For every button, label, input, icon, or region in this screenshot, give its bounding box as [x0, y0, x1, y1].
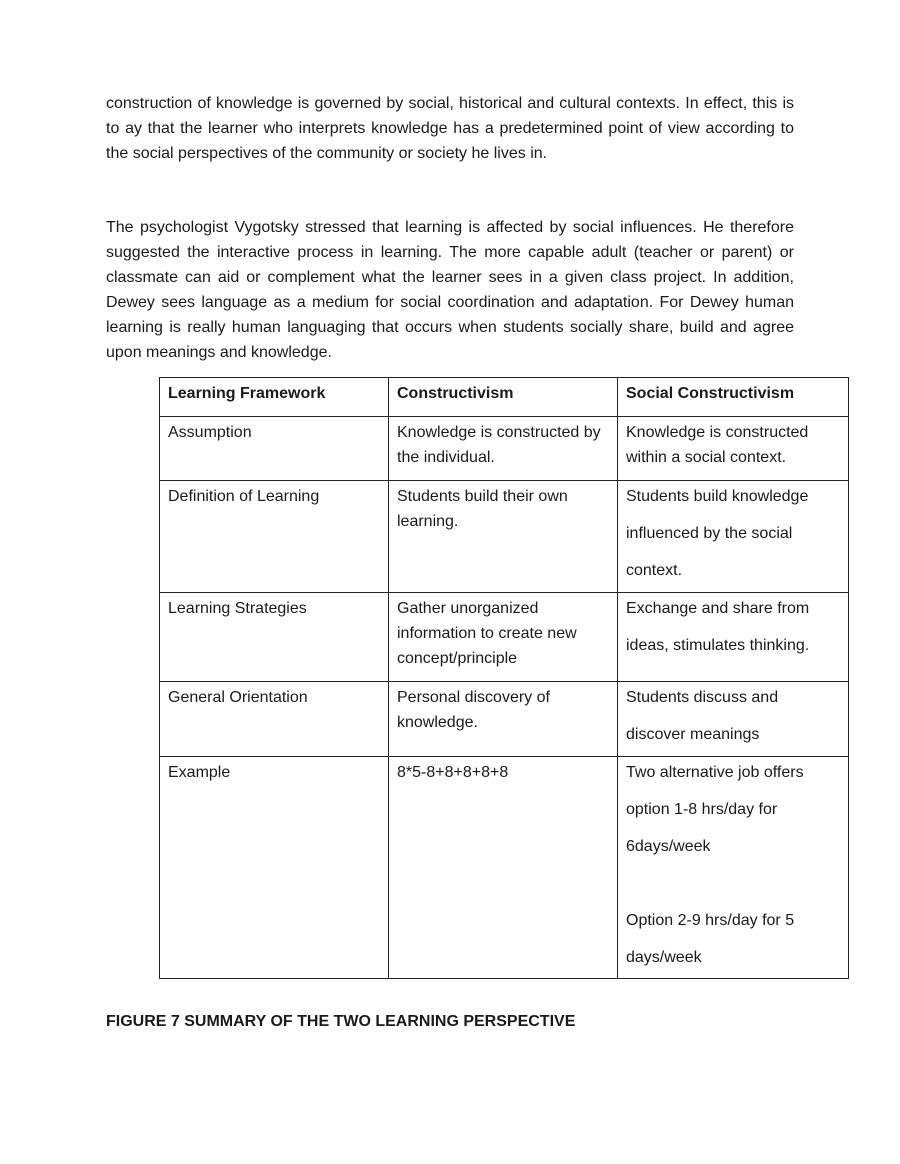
- constructivism-cell: Knowledge is constructed by the individual.: [389, 417, 618, 481]
- row-label: General Orientation: [160, 682, 389, 757]
- table-row: [160, 682, 849, 757]
- figure-caption: FIGURE 7 SUMMARY OF THE TWO LEARNING PERSPECTIVE: [106, 1013, 576, 1030]
- constructivism-cell: Students build their own learning.: [389, 481, 618, 593]
- social-constructivism-cell: [618, 481, 849, 593]
- cell-line: context.: [626, 562, 683, 579]
- table-row: [160, 481, 849, 593]
- body-paragraph: The psychologist Vygotsky stressed that learning is affected by social influences. He therefore suggested the interactive process in learning. The more capable adult (teacher or parent) or classmate can aid or complement what the learner sees in a given class project. In addition, Dewey sees language as a medium for social coordination and adaptation. For Dewey human learning is really human languaging that occurs when students socially share, build and agree upon meanings and knowledge.: [106, 219, 794, 361]
- cell-line: Two alternative job offers: [626, 764, 804, 781]
- cell-line: ideas, stimulates thinking.: [626, 637, 810, 654]
- cell-line: [626, 871, 840, 896]
- table-header-row: [160, 378, 849, 417]
- constructivism-cell: 8*5-8+8+8+8+8: [389, 757, 618, 979]
- column-header-constructivism: Constructivism: [389, 378, 618, 417]
- cell-line: discover meanings: [626, 726, 760, 743]
- constructivism-cell: Gather unorganized information to create new concept/principle: [389, 593, 618, 682]
- row-label: Definition of Learning: [160, 481, 389, 593]
- cell-line: Students discuss and: [626, 689, 779, 706]
- table-row: [160, 593, 849, 682]
- column-header-social-constructivism: Social Constructivism: [618, 378, 849, 417]
- body-paragraph: construction of knowledge is governed by social, historical and cultural contexts. In effect, this is to ay that the learner who interprets knowledge has a predetermined point of view according to the social perspectives of the community or society he lives in.: [106, 95, 794, 162]
- cell-line: influenced by the social: [626, 525, 793, 542]
- column-header-framework: Learning Framework: [160, 378, 389, 417]
- row-label: Example: [160, 757, 389, 979]
- constructivism-cell: Personal discovery of knowledge.: [389, 682, 618, 757]
- cell-line: Students build knowledge: [626, 488, 809, 505]
- table-row: [160, 757, 849, 979]
- cell-line: option 1-8 hrs/day for: [626, 801, 778, 818]
- table-row: [160, 417, 849, 481]
- row-label: Learning Strategies: [160, 593, 389, 682]
- cell-line: days/week: [626, 949, 702, 966]
- social-constructivism-cell: Knowledge is constructed within a social context.: [618, 417, 849, 481]
- social-constructivism-cell: [618, 593, 849, 682]
- social-constructivism-cell: [618, 757, 849, 979]
- social-constructivism-cell: [618, 682, 849, 757]
- cell-line: Exchange and share from: [626, 600, 810, 617]
- cell-line: Option 2-9 hrs/day for 5: [626, 912, 795, 929]
- row-label: Assumption: [160, 417, 389, 481]
- cell-line: 6days/week: [626, 838, 711, 855]
- learning-framework-table: [159, 377, 849, 979]
